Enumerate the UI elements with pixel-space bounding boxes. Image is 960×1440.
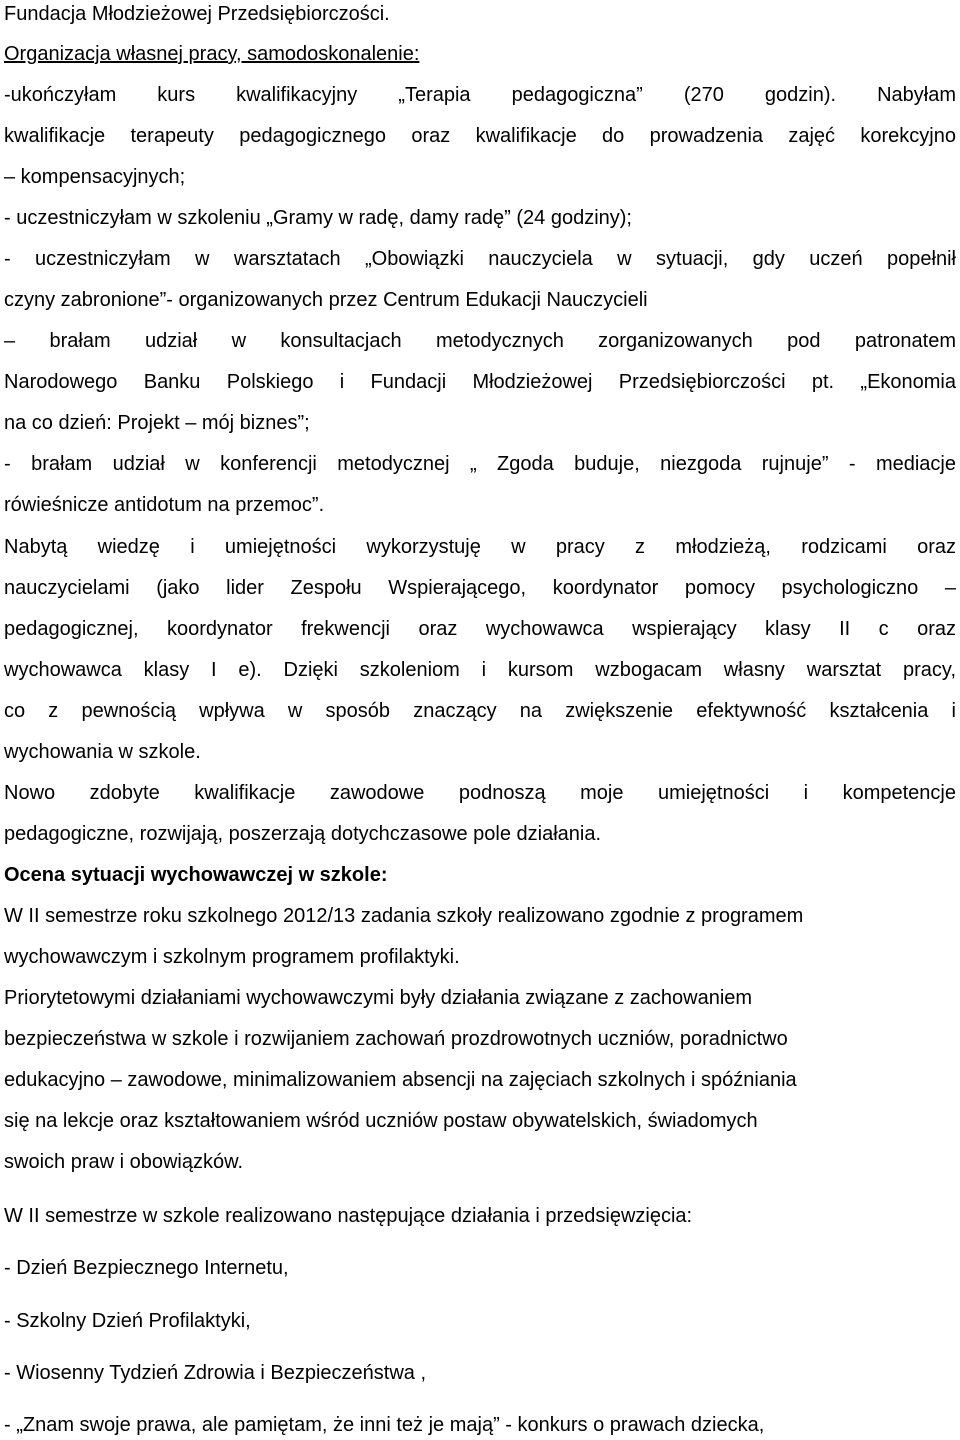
text-line: wychowania w szkole. <box>4 741 201 763</box>
section-heading: Ocena sytuacji wychowawczej w szkole: <box>4 864 388 886</box>
text-line: - brałam udział w konferencji metodycznej „ Zgoda buduje, niezgoda rujnuje” - mediacje <box>4 453 956 475</box>
text-line: - uczestniczyłam w warsztatach „Obowiązki nauczyciela w sytuacji, gdy uczeń popełnił <box>4 248 956 270</box>
text-line: kwalifikacje terapeuty pedagogicznego oraz kwalifikacje do prowadzenia zajęć korekcyjno <box>4 125 956 147</box>
text-line: – kompensacyjnych; <box>4 166 186 188</box>
list-item: - „Znam swoje prawa, ale pamiętam, że inni też je mają” - konkurs o prawach dziecka, <box>4 1414 765 1436</box>
text-line: co z pewnością wpływa w sposób znaczący na zwiększenie efektywność kształcenia i <box>4 700 956 722</box>
text-line: bezpieczeństwa w szkole i rozwijaniem zachowań prozdrowotnych uczniów, poradnictwo <box>4 1028 788 1050</box>
text-line: – brałam udział w konsultacjach metodycznych zorganizowanych pod patronatem <box>4 330 956 352</box>
text-line: nauczycielami (jako lider Zespołu Wspierającego, koordynator pomocy psychologiczno – <box>4 577 956 599</box>
text-line: - uczestniczyłam w szkoleniu „Gramy w radę, damy radę” (24 godziny); <box>4 207 632 229</box>
text-line: na co dzień: Projekt – mój biznes”; <box>4 412 310 434</box>
text-line: edukacyjno – zawodowe, minimalizowaniem absencji na zajęciach szkolnych i spóźniania <box>4 1069 797 1091</box>
list-item: - Dzień Bezpiecznego Internetu, <box>4 1257 289 1279</box>
text-line: pedagogicznej, koordynator frekwencji oraz wychowawca wspierający klasy II c oraz <box>4 618 956 640</box>
text-line: wychowawca klasy I e). Dzięki szkoleniom i kursom wzbogacam własny warsztat pracy, <box>4 659 956 681</box>
section-heading: Organizacja własnej pracy, samodoskonalenie: <box>4 43 420 65</box>
text-line: się na lekcje oraz kształtowaniem wśród uczniów postaw obywatelskich, świadomych <box>4 1110 758 1132</box>
text-line: czyny zabronione”- organizowanych przez Centrum Edukacji Nauczycieli <box>4 289 648 311</box>
list-item: - Szkolny Dzień Profilaktyki, <box>4 1310 251 1332</box>
text-line: Priorytetowymi działaniami wychowawczymi były działania związane z zachowaniem <box>4 987 753 1009</box>
text-line: rówieśnicze antidotum na przemoc”. <box>4 494 325 516</box>
text-line: swoich praw i obowiązków. <box>4 1151 243 1173</box>
text-line: Fundacja Młodzieżowej Przedsiębiorczości. <box>4 3 390 25</box>
list-item: - Wiosenny Tydzień Zdrowia i Bezpieczeństwa , <box>4 1362 427 1384</box>
text-line: -ukończyłam kurs kwalifikacyjny „Terapia pedagogiczna” (270 godzin). Nabyłam <box>4 84 956 106</box>
text-line: Nabytą wiedzę i umiejętności wykorzystuję w pracy z młodzieżą, rodzicami oraz <box>4 536 956 558</box>
text-line: wychowawczym i szkolnym programem profilaktyki. <box>4 946 460 968</box>
text-line: pedagogiczne, rozwijają, poszerzają dotychczasowe pole działania. <box>4 823 602 845</box>
text-line: W II semestrze roku szkolnego 2012/13 zadania szkoły realizowano zgodnie z programem <box>4 905 804 927</box>
text-line: Narodowego Banku Polskiego i Fundacji Młodzieżowej Przedsiębiorczości pt. „Ekonomia <box>4 371 956 393</box>
text-line: W II semestrze w szkole realizowano następujące działania i przedsięwzięcia: <box>4 1205 693 1227</box>
text-line: Nowo zdobyte kwalifikacje zawodowe podnoszą moje umiejętności i kompetencje <box>4 782 956 804</box>
